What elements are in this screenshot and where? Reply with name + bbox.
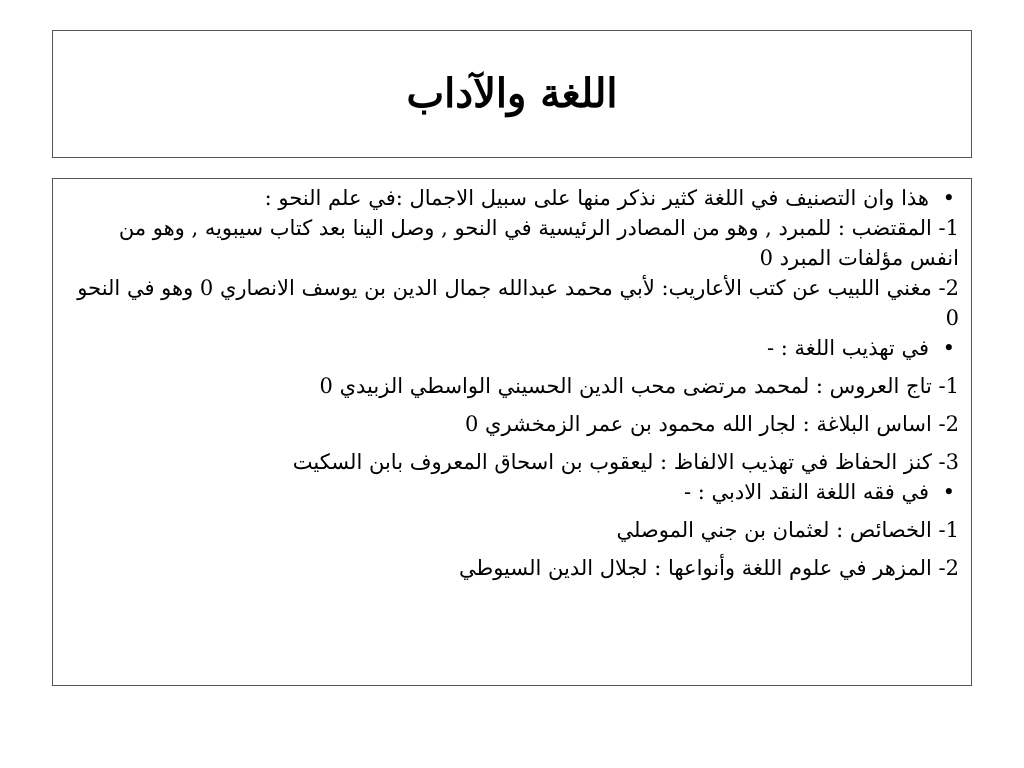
bullet-intro: • هذا وان التصنيف في اللغة كثير نذكر منها على سبيل الاجمال :في علم النحو : [65,183,959,213]
item-alkhasais: 1- الخصائص : لعثمان بن جني الموصلي [616,518,959,542]
item-kanz-alhuffaz: 3- كنز الحفاظ في تهذيب الالفاظ : ليعقوب بن اسحاق المعروف بابن السكيت [292,450,959,474]
item-almuzhir: 2- المزهر في علوم اللغة وأنواعها : لجلال الدين السيوطي [458,556,959,580]
item-mughni-allabib: 2- مغني اللبيب عن كتب الأعاريب: لأبي محمد عبدالله جمال الدين بن يوسف الانصاري 0 وهو في النحو 0 [77,276,959,330]
bullet-fiqh-allugha: • في فقه اللغة النقد الادبي : - [65,477,959,507]
item-muqtadab: 1- المقتضب : للمبرد , وهو من المصادر الرئيسية في النحو , وصل الينا بعد كتاب سيبويه , وهو من انفس مؤلفات المبرد 0 [118,216,959,270]
bullet-tahdhib-allugha: • في تهذيب اللغة : - [65,333,959,363]
title-box [52,30,972,158]
item-asas-albalagha: 2- اساس البلاغة : لجار الله محمود بن عمر الزمخشري 0 [464,412,959,436]
content-box [52,178,972,686]
item-taj-alarus: 1- تاج العروس : لمحمد مرتضى محب الدين الحسيني الواسطي الزبيدي 0 [319,374,959,398]
page-title: اللغة والآداب [406,70,618,117]
